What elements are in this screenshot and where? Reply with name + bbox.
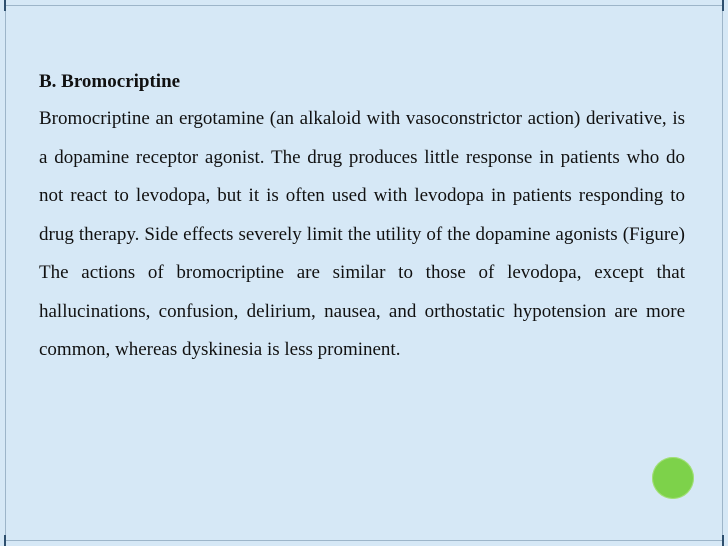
corner-mark-top-right (722, 0, 724, 11)
corner-mark-bottom-left (4, 535, 6, 546)
slide-content (39, 67, 685, 370)
slide-heading: B. Bromocriptine (39, 71, 181, 92)
green-circle-decoration (652, 457, 694, 499)
corner-mark-bottom-right (722, 535, 724, 546)
slide-body-text: Bromocriptine an ergotamine (an alkaloid with vasoconstrictor action) derivative, is a dopamine receptor agonist. The drug produces little response in patients who do not react to levodopa, but it is often used with levodopa in patients responding to drug therapy. Side effects severely limit the utility of the dopamine agonists (Figure) The actions of bromocriptine are similar to those of levodopa, except that hallucinations, confusion, delirium, nausea, and orthostatic hypotension are more common, whereas dyskinesia is less prominent. (39, 108, 685, 360)
corner-mark-top-left (4, 0, 6, 11)
